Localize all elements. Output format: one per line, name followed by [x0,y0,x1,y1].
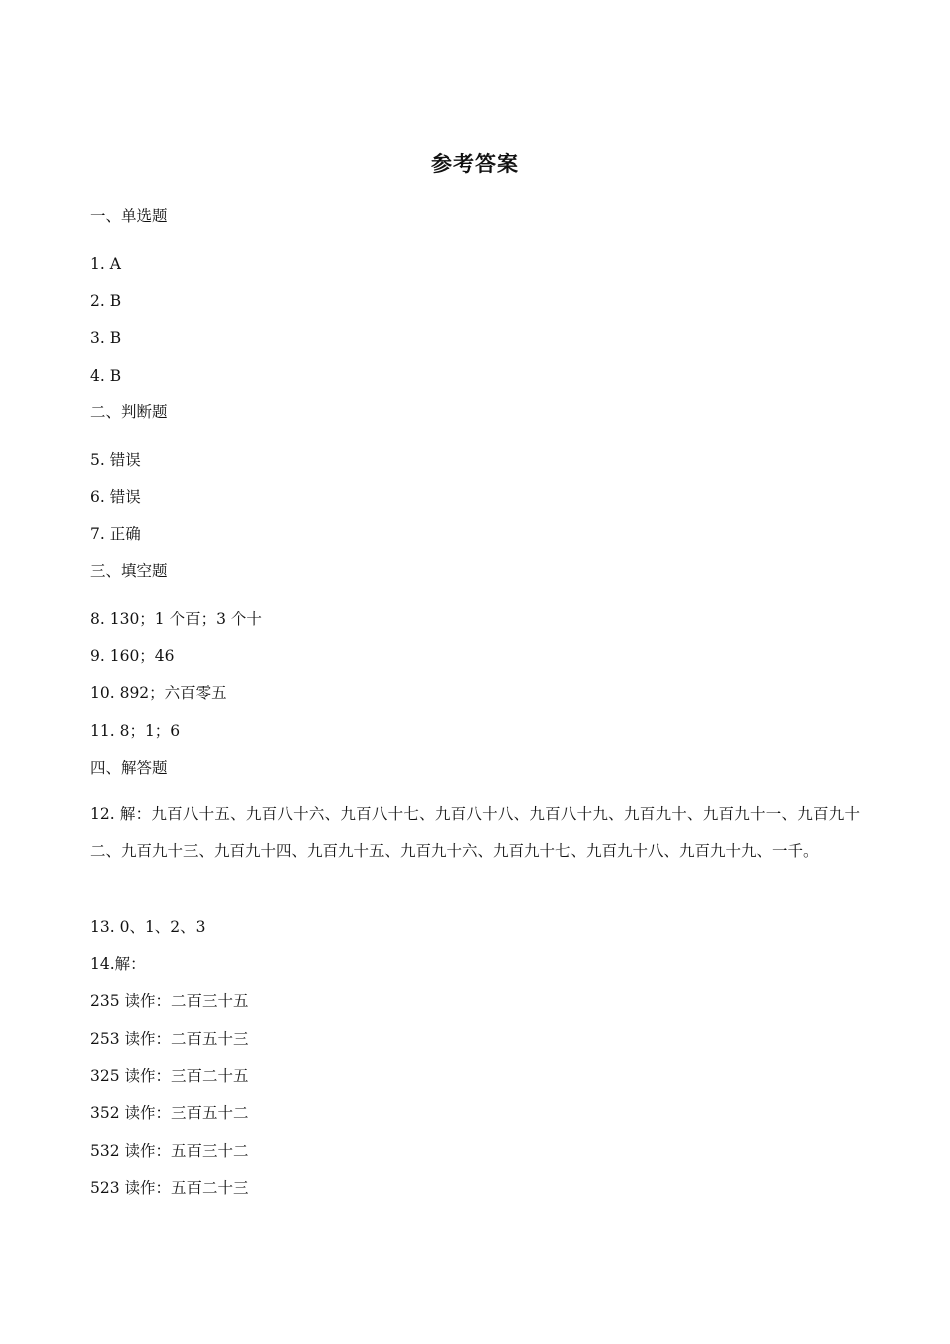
answer-10: 10. 892；六百零五 [90,684,227,702]
reading-line: 523 读作：五百二十三 [90,1179,249,1197]
answer-5: 5. 错误 [90,451,141,469]
section-heading-true-false: 二、判断题 [90,403,168,421]
answer-2: 2. B [90,292,122,310]
reading-line: 352 读作：三百五十二 [90,1104,249,1122]
section-heading-solve: 四、解答题 [90,759,168,777]
answer-12: 12. 解：九百八十五、九百八十六、九百八十七、九百八十八、九百八十九、九百九十、九百九十一、九百九十二、九百九十三、九百九十四、九百九十五、九百九十六、九百九十七、九百九十八、九百九十九、一千。 [90,805,860,860]
reading-line: 325 读作：三百二十五 [90,1067,249,1085]
section-heading-fill-blank: 三、填空题 [90,562,168,580]
answer-13: 13. 0、1、2、3 [90,918,206,936]
reading-line: 253 读作：二百五十三 [90,1030,249,1048]
answer-11: 11. 8；1；6 [90,722,181,740]
answer-14: 14.解： [90,955,146,973]
answer-7: 7. 正确 [90,525,141,543]
reading-line: 532 读作：五百三十二 [90,1142,249,1160]
answer-3: 3. B [90,329,122,347]
answer-8: 8. 130；1 个百；3 个十 [90,610,262,628]
page-title: 参考答案 [431,152,519,176]
section-heading-single-choice: 一、单选题 [90,207,168,225]
answer-4: 4. B [90,367,122,385]
answer-9: 9. 160；46 [90,647,175,665]
answer-6: 6. 错误 [90,488,141,506]
reading-line: 235 读作：二百三十五 [90,992,249,1010]
answer-1: 1. A [90,255,121,273]
